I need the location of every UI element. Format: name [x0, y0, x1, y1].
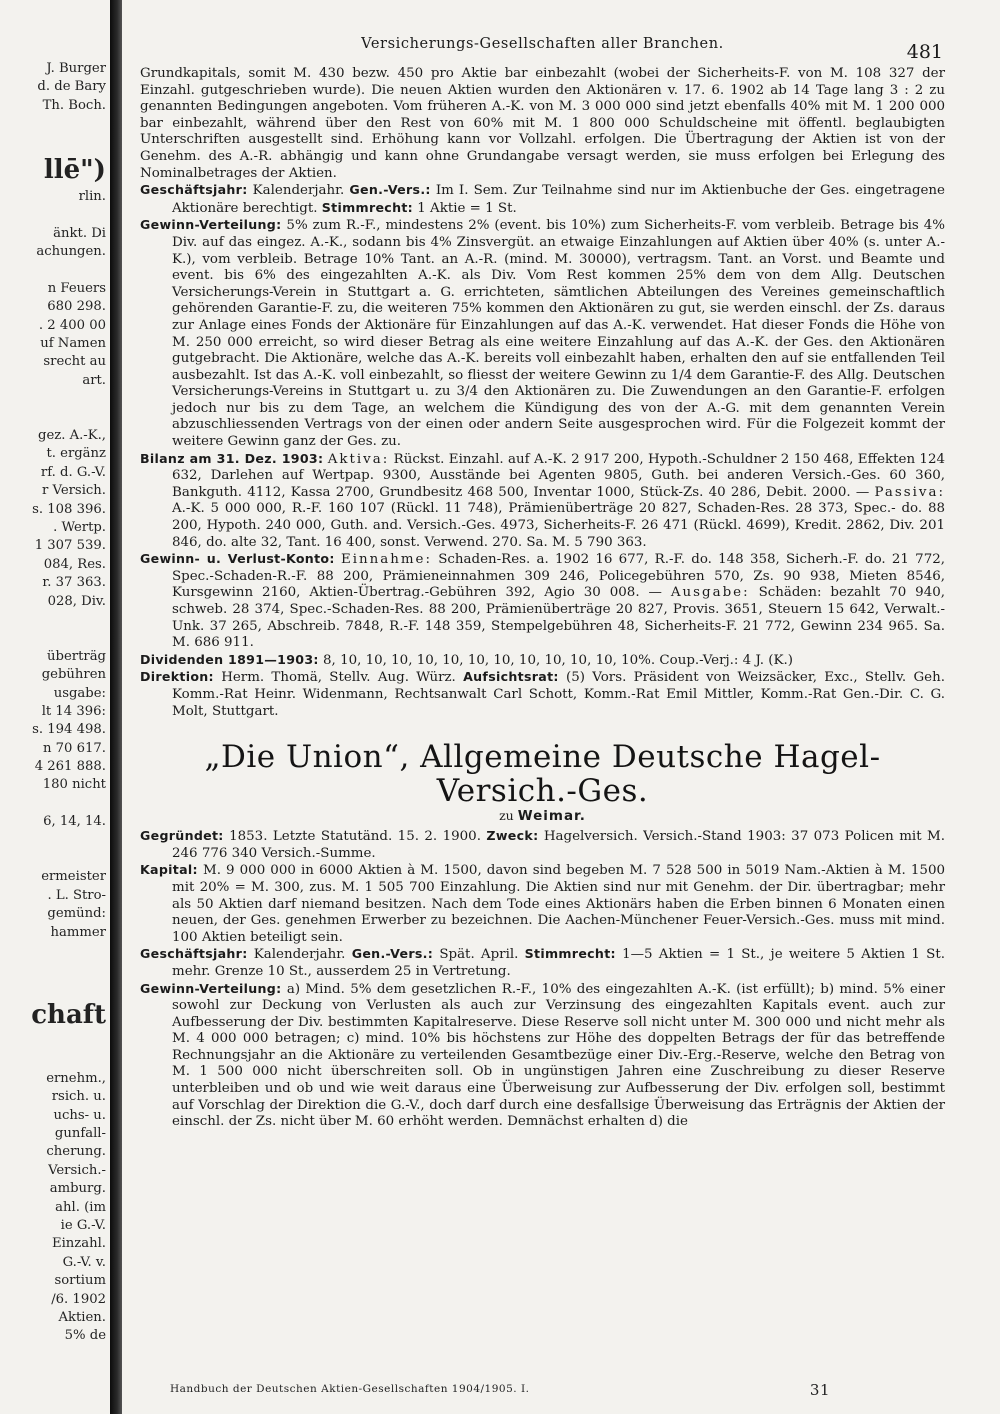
left-page-bleed	[0, 60, 106, 1360]
bleed-line: n Feuers	[47, 280, 106, 296]
bleed-line: cherung.	[46, 1144, 106, 1160]
bleed-line: gunfall-	[54, 1126, 106, 1142]
entry-gewinn-verteilung: Gewinn-Verteilung: 5% zum R.-F., mindestens 2% (event. bis 10%) zum Sicherheits-F. vom verbleib. Betrage bis 4% Div. auf das eingez. A.-K., sodann bis 4% Zinsvergüt. an etwaige Einzahlungen auf Aktien über 40% (s. unter A.-K.), vom verbleib. Betrage 10% Tant. an A.-R. (mind. M. 30000), vertragsm. Tant. an Vorst. und Beamte und event. bis 6% des eingezahlten A.-K. als Div. Vom Rest kommen 25% dem von dem Allg. Deutschen Versicherungs-Verein in Stuttgart a. G. errichteten, sämtlichen Abteilungen des Vereines gemeinschaftlich gehörenden Garantie-F. zu, die weiteren 75% kommen den Aktionären zu gut, sie werden einschl. der Zs. daraus zur Anlage eines Fonds der Aktionäre für Einzahlungen auf das A.-K. verwendet. Hat dieser Fonds die Höhe von M. 250 000 erreicht, so wird dieser Betrag als eine weitere Einzahlung auf das A.-K. der Ges. den Aktionären gutgebracht. Die Aktionäre, welche das A.-K. bereits voll einbezahlt haben, erhalten den auf sie entfallenden Teil ausbezahlt. Ist das A.-K. voll einbezahlt, so fliesst der weitere Gewinn zu 1/4 dem Garantie-F. des Allg. Deutschen Versicherungs-Vereins in Stuttgart u. zu 3/4 den Aktionären zu. Die Zuwendungen an den Garantie-F. erfolgen jedoch nur bis zu dem Tage, an welchem die Kündigung des von der A.-G. mit dem genannten Verein abzuschliessenden Vertrags von der einen oder andern Seite ausgesprochen wird. Für die Folgezeit kommt der weitere Gewinn ganz der Ges. zu.	[140, 217, 945, 450]
bleed-line: amburg.	[49, 1181, 106, 1197]
bleed-line	[0, 979, 106, 997]
bleed-line: n 70 617.	[42, 740, 106, 756]
bleed-line: Aktien.	[58, 1310, 106, 1325]
company-title: „Die Union“, Allgemeine Deutsche Hagel-Versich.-Ges.	[204, 739, 881, 810]
bleed-line: . 2 400 00	[38, 317, 106, 333]
entry-dividenden: Dividenden 1891—1903: 8, 10, 10, 10, 10, 10, 10, 10, 10, 10, 10, 10, 10%. Coup.-Verj.: 4 J. (K.)	[140, 651, 793, 668]
page-number: 481	[906, 41, 943, 63]
bleed-line	[0, 1052, 106, 1070]
bleed-line	[0, 850, 106, 868]
bleed-line: ahl. (im	[55, 1199, 106, 1215]
bleed-line: hammer	[50, 924, 106, 940]
bleed-line: d. de Bary	[37, 79, 106, 95]
bleed-line: 028, Div.	[47, 593, 106, 609]
company-location: zu Weimar.	[499, 808, 586, 825]
footer-title: Handbuch der Deutschen Aktien-Gesellschaften 1904/1905. I.	[170, 1383, 530, 1395]
entry-direktion: Direktion: Herm. Thomä, Stellv. Aug. Würz. Aufsichtsrat: (5) Vors. Präsident von Weizsäcker, Exc., Stellv. Geh. Komm.-Rat Heinr. Widenmann, Rechtsanwalt Carl Schott, Komm.-Rat Emil Mittler, Komm.-Rat Gen.-Dir. C. G. Molt, Stuttgart.	[140, 669, 945, 719]
bleed-line: gez. A.-K.,	[38, 428, 106, 444]
bleed-line	[0, 611, 106, 629]
bleed-line	[0, 795, 106, 813]
bleed-line: rf. d. G.-V.	[40, 464, 106, 480]
bleed-line: rlin.	[78, 188, 106, 204]
entry-gewinn-verteilung-2: Gewinn-Verteilung: a) Mind. 5% dem gesetzlichen R.-F., 10% des eingezahlten A.-K. (ist erfüllt); b) mind. 5% einer sowohl zur Deckung von Verlusten als auch zur Verzinsung des eingezahlten Kapitals event. auch zur Aufbesserung der Div. bestimmten Kapitalreserve. Diese Reserve soll nicht unter M. 300 000 und nicht mehr als M. 4 000 000 betragen; c) mind. 10% bis höchstens zur Höhe des doppelten Betrags der für das betreffende Rechnungsjahr an die Aktionäre zu verteilenden Gesamtbezüge einer Div.-Erg.-Reserve, welche den Betrag von M. 1 500 000 nicht überschreiten soll. Ob in ungünstigen Jahren eine Zuschreibung zu dieser Reserve unterbleiben und ob und wie weit daraus eine Überweisung zur Aufbesserung der Div. erfolgen soll, bestimmt auf Vorschlag der Direktion die G.-V., doch darf durch eine desfallsige Überweisung das Erträgnis der Aktien der einschl. der Zs. nicht über M. 60 erhöht werden. Demnächst erhalten d) die	[140, 980, 945, 1130]
bleed-line: llē")	[43, 154, 106, 185]
bleed-line: Einzahl.	[51, 1236, 106, 1252]
bleed-line: ernehm.,	[46, 1070, 106, 1086]
bleed-line: sortium	[54, 1273, 106, 1289]
bleed-line: gebühren	[41, 667, 106, 683]
bleed-line: chaft	[31, 1000, 106, 1031]
bleed-line: gemünd:	[47, 906, 106, 922]
bleed-line	[0, 134, 106, 152]
bleed-line	[0, 390, 106, 408]
entry-geschaeftsjahr-2: Geschäftsjahr: Kalenderjahr. Gen.-Vers.: Spät. April. Stimmrecht: 1—5 Aktien = 1 St., je weitere 5 Aktien 1 St. mehr. Grenze 10 St., ausserdem 25 in Vertretung.	[140, 946, 945, 979]
bleed-line: J. Burger	[46, 61, 106, 76]
bleed-line: . L. Stro-	[47, 887, 106, 903]
running-title: Versicherungs-Gesellschaften aller Branchen.	[361, 36, 724, 52]
bleed-line	[0, 115, 106, 133]
book-gutter	[110, 0, 122, 1414]
bleed-line: Versich.-	[48, 1162, 106, 1178]
entry-gewinn-verlust-konto: Gewinn- u. Verlust-Konto: Einnahme: Schaden-Res. a. 1902 16 677, R.-F. do. 148 358, Sicherh.-F. do. 21 772, Spec.-Schaden-R.-F. 88 200, Prämieneinnahmen 309 246, Policegebühren 570, Zs. 90 938, Mieten 8546, Kursgewinn 2160, Aktien-Übertrag.-Gebühren 392, Agio 30 008. — Ausgabe: Schäden: bezahlt 70 940, schweb. 28 374, Spec.-Schaden-Res. 88 200, Prämienüberträge 20 827, Provis. 3651, Steuern 15 642, Verwalt.-Unk. 37 265, Abschreib. 7848, R.-F. 148 359, Stempelgebühren 48, Sicherheits-F. 21 772, Gewinn 234 965. Sa. M. 686 911.	[140, 551, 945, 651]
bleed-line: G.-V. v.	[62, 1254, 106, 1270]
bleed-line	[0, 1033, 106, 1051]
bleed-line: 1 307 539.	[34, 538, 106, 554]
bleed-line: 4 261 888.	[34, 759, 106, 775]
bleed-line: /6. 1902	[51, 1291, 106, 1307]
bleed-line: usgabe:	[53, 685, 106, 701]
bleed-line: r. 37 363.	[42, 575, 106, 591]
capital-continuation: Grundkapitals, somit M. 430 bezw. 450 pro Aktie bar einbezahlt (wobei der Sicherheits-F. von M. 108 327 der Einzahl. gutgeschrieben wurde). Die neuen Aktien wurden den Aktionären v. 17. 6. 1902 ab 14 Tage lang 3 : 2 zu genannten Bedingungen angeboten. Vom früheren A.-K. von M. 3 000 000 sind jetzt ebenfalls 40% mit M. 1 200 000 bar einbezahlt, während über den Rest von 60% mit M. 1 800 000 Schuldscheine mit öffentl. beglaubigten Unterschriften ausgestellt sind. Erhöhung kann vor Vollzahl. erfolgen. Die Übertragung der Aktien ist von der Genehm. des A.-R. abhängig und kann ohne Grundangabe versagt werden, sie muss erfolgen bei Erlegung des Nominalbetrages der Aktien.	[140, 66, 945, 181]
bleed-line: 180 nicht	[42, 777, 106, 793]
bleed-line: 084, Res.	[43, 556, 106, 572]
bleed-line: art.	[82, 372, 106, 388]
bleed-line: 6, 14, 14.	[43, 814, 106, 830]
bleed-line: änkt. Di	[53, 225, 106, 241]
bleed-line: rsich. u.	[51, 1089, 106, 1105]
bleed-line: 5% de	[64, 1328, 106, 1344]
page-footer	[170, 1381, 930, 1399]
bleed-line: ie G.-V.	[60, 1218, 106, 1234]
page-body	[140, 36, 945, 1131]
bleed-line: s. 194 498.	[32, 722, 106, 738]
bleed-line: r Versich.	[42, 483, 106, 499]
bleed-line	[0, 409, 106, 427]
running-header	[140, 36, 945, 66]
entry-kapital: Kapital: M. 9 000 000 in 6000 Aktien à M. 1500, davon sind begeben M. 7 528 500 in 5019 Nam.-Aktien à M. 1500 mit 20% = M. 300, zus. M. 1 505 700 Einzahlung. Die Aktien sind nur mit Genehm. der Dir. übertragbar; mehr als 50 Aktien darf niemand besitzen. Nach dem Tode eines Aktionärs haben die Erben binnen 6 Monaten einen neuen, der Ges. genehmen Erwerber zu bezeichnen. Die Aachen-Münchener Feuer-Versich.-Ges. muss mit mind. 100 Aktien beteiligt sein.	[140, 862, 945, 945]
bleed-line	[0, 629, 106, 647]
entry-bilanz: Bilanz am 31. Dez. 1903: Aktiva: Rückst. Einzahl. auf A.-K. 2 917 200, Hypoth.-Schuldner 2 150 468, Effekten 124 632, Darlehen auf Wertpap. 9300, Ausstände bei Agenten 9805, Guth. bei anderen Versich.-Ges. 60 360, Bankguth. 4112, Kassa 2700, Grundbesitz 468 500, Inventar 1000, Stück-Zs. 40 286, Debit. 2000. — Passiva: A.-K. 5 000 000, R.-F. 160 107 (Rückl. 11 748), Prämienüberträge 20 827, Schaden-Res. 28 373, Spec.- do. 88 200, Hypoth. 240 000, Guth. and. Versich.-Ges. 4973, Sicherheits-F. 26 471 (Rückl. 4699), Kredit. 2862, Div. 201 846, do. alte 32, Tant. 16 400, sonst. Verwend. 270. Sa. M. 5 790 363.	[140, 450, 945, 550]
bleed-line: ermeister	[41, 869, 106, 885]
bleed-line: t. ergänz	[46, 446, 106, 462]
bleed-line: lt 14 396:	[41, 703, 106, 719]
bleed-line: 680 298.	[47, 299, 106, 315]
bleed-line: srecht au	[43, 354, 106, 370]
entry-gegruendet: Gegründet: 1853. Letzte Statutänd. 15. 2. 1900. Zweck: Hagelversich. Versich.-Stand 1903: 37 073 Policen mit M. 246 776 340 Versich.-Summe.	[140, 828, 946, 861]
entry-geschaeftsjahr: Geschäftsjahr: Kalenderjahr. Gen.-Vers.: Im I. Sem. Zur Teilnahme sind nur im Aktienbuche der Ges. eingetragene Aktionäre berechtigt. Stimmrecht: 1 Aktie = 1 St.	[140, 182, 945, 216]
bleed-line: . Wertp.	[53, 519, 106, 535]
bleed-line	[0, 942, 106, 960]
bleed-line	[0, 206, 106, 224]
bleed-line: uchs- u.	[53, 1107, 106, 1123]
bleed-line: achungen.	[36, 244, 106, 260]
bleed-line: s. 108 396.	[32, 501, 106, 517]
bleed-line: Th. Boch.	[42, 97, 106, 113]
bleed-line: uf Namen	[40, 336, 106, 352]
bleed-line	[0, 960, 106, 978]
signature-mark: 31	[809, 1381, 830, 1399]
bleed-line	[0, 832, 106, 850]
bleed-line	[0, 262, 106, 280]
bleed-line: überträg	[47, 648, 106, 664]
